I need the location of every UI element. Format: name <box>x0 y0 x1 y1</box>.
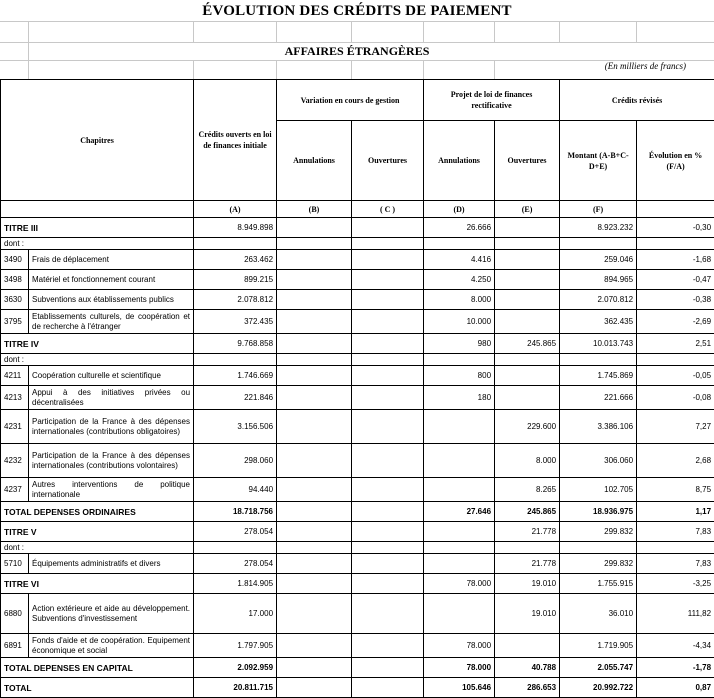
value-d: 27.646 <box>424 502 495 522</box>
empty-cell <box>560 354 637 366</box>
value-d <box>424 554 495 574</box>
chapter-label: Coopération culturelle et scientifique <box>29 366 194 386</box>
value-g: -3,25 <box>637 574 714 594</box>
empty-cell <box>277 238 352 250</box>
value-c <box>352 290 424 310</box>
value-a: 1.797.905 <box>194 634 277 658</box>
value-g: -1,68 <box>637 250 714 270</box>
table-row <box>1 678 714 698</box>
empty-cell <box>560 542 637 554</box>
value-e <box>495 634 560 658</box>
value-d: 8.000 <box>424 290 495 310</box>
letter-e: (E) <box>495 201 560 218</box>
header-chapitres: Chapitres <box>1 80 194 201</box>
value-e: 8.265 <box>495 478 560 502</box>
value-f: 1.755.915 <box>560 574 637 594</box>
value-f: 3.386.106 <box>560 410 637 444</box>
chapter-code: 4213 <box>1 386 29 410</box>
value-a: 278.054 <box>194 522 277 542</box>
value-f: 894.965 <box>560 270 637 290</box>
value-c <box>352 678 424 698</box>
value-b <box>277 386 352 410</box>
value-g: 7,83 <box>637 522 714 542</box>
header-montant: Montant (A-B+C-D+E) <box>560 121 637 201</box>
value-g: 2,51 <box>637 334 714 354</box>
empty-cell <box>424 542 495 554</box>
page-subtitle: AFFAIRES ÉTRANGÈRES <box>0 42 714 60</box>
chapter-label: Participation de la France à des dépenses internationales (contributions volontaires) <box>29 444 194 478</box>
value-e <box>495 366 560 386</box>
value-a: 221.846 <box>194 386 277 410</box>
total-label: TOTAL <box>1 678 194 698</box>
value-c <box>352 522 424 542</box>
value-b <box>277 554 352 574</box>
value-d <box>424 594 495 634</box>
value-a: 2.078.812 <box>194 290 277 310</box>
value-b <box>277 678 352 698</box>
empty-cell <box>560 238 637 250</box>
page-title: ÉVOLUTION DES CRÉDITS DE PAIEMENT <box>0 0 714 22</box>
table-row <box>1 310 714 334</box>
value-d: 980 <box>424 334 495 354</box>
value-g: 111,82 <box>637 594 714 634</box>
empty-cell <box>424 238 495 250</box>
table-row <box>1 250 714 270</box>
value-a: 298.060 <box>194 444 277 478</box>
titre-label: TITRE III <box>1 218 194 238</box>
table-row <box>1 270 714 290</box>
total-label: TOTAL DEPENSES ORDINAIRES <box>1 502 194 522</box>
value-b <box>277 444 352 478</box>
value-a: 1.814.905 <box>194 574 277 594</box>
value-b <box>277 218 352 238</box>
value-b <box>277 310 352 334</box>
dont-label: dont : <box>1 542 194 554</box>
table-row <box>1 410 714 444</box>
value-a: 18.718.756 <box>194 502 277 522</box>
value-c <box>352 478 424 502</box>
value-d: 800 <box>424 366 495 386</box>
value-g: -0,08 <box>637 386 714 410</box>
value-c <box>352 594 424 634</box>
value-a: 3.156.506 <box>194 410 277 444</box>
header-projet: Projet de loi de finances rectificative <box>424 80 560 121</box>
value-e <box>495 290 560 310</box>
value-a: 372.435 <box>194 310 277 334</box>
value-f: 259.046 <box>560 250 637 270</box>
chapter-code: 3795 <box>1 310 29 334</box>
table-row <box>1 238 714 250</box>
header-annulations-d: Annulations <box>424 121 495 201</box>
value-a: 2.092.959 <box>194 658 277 678</box>
empty-cell <box>277 542 352 554</box>
value-f: 1.719.905 <box>560 634 637 658</box>
header-ouvertures-e: Ouvertures <box>495 121 560 201</box>
chapter-code: 6891 <box>1 634 29 658</box>
value-c <box>352 410 424 444</box>
header-variation: Variation en cours de gestion <box>277 80 424 121</box>
table-row <box>1 218 714 238</box>
chapter-label: Action extérieure et aide au développement. Subventions d'investissement <box>29 594 194 634</box>
table-row <box>1 658 714 678</box>
value-d: 4.250 <box>424 270 495 290</box>
header-letters-row <box>1 201 714 218</box>
chapter-label: Autres interventions de politique internationale <box>29 478 194 502</box>
value-f: 299.832 <box>560 554 637 574</box>
value-a: 278.054 <box>194 554 277 574</box>
header-ouvertures-c: Ouvertures <box>352 121 424 201</box>
value-g: 8,75 <box>637 478 714 502</box>
value-b <box>277 334 352 354</box>
value-a: 899.215 <box>194 270 277 290</box>
empty-cell <box>495 238 560 250</box>
table-row <box>1 634 714 658</box>
chapter-label: Équipements administratifs et divers <box>29 554 194 574</box>
chapter-label: Matériel et fonctionnement courant <box>29 270 194 290</box>
chapter-code: 5710 <box>1 554 29 574</box>
header-credits-revises: Crédits révisés <box>560 80 714 121</box>
letter-blank-cell <box>637 201 714 218</box>
value-e <box>495 218 560 238</box>
value-c <box>352 270 424 290</box>
value-f: 221.666 <box>560 386 637 410</box>
value-c <box>352 218 424 238</box>
letter-d: (D) <box>424 201 495 218</box>
value-d: 26.666 <box>424 218 495 238</box>
value-g: 1,17 <box>637 502 714 522</box>
value-d <box>424 522 495 542</box>
value-g: 7,27 <box>637 410 714 444</box>
value-e <box>495 270 560 290</box>
empty-cell <box>194 354 277 366</box>
titre-label: TITRE IV <box>1 334 194 354</box>
value-e <box>495 310 560 334</box>
empty-cell <box>495 354 560 366</box>
letter-b: (B) <box>277 201 352 218</box>
value-g: -4,34 <box>637 634 714 658</box>
chapter-code: 4237 <box>1 478 29 502</box>
value-d: 78.000 <box>424 574 495 594</box>
value-f: 362.435 <box>560 310 637 334</box>
value-c <box>352 658 424 678</box>
dont-label: dont : <box>1 354 194 366</box>
credits-table <box>0 79 714 698</box>
value-b <box>277 250 352 270</box>
table-row <box>1 354 714 366</box>
table-row <box>1 574 714 594</box>
value-c <box>352 334 424 354</box>
value-e: 286.653 <box>495 678 560 698</box>
value-b <box>277 502 352 522</box>
value-g: -0,47 <box>637 270 714 290</box>
value-g: 0,87 <box>637 678 714 698</box>
value-g: 7,83 <box>637 554 714 574</box>
letter-f: (F) <box>560 201 637 218</box>
value-f: 36.010 <box>560 594 637 634</box>
value-g: -0,30 <box>637 218 714 238</box>
unit-note: (En milliers de francs) <box>605 59 686 73</box>
value-c <box>352 366 424 386</box>
value-a: 94.440 <box>194 478 277 502</box>
header-credits-ouverts: Crédits ouverts en loi de finances initiale <box>194 80 277 201</box>
chapter-code: 3490 <box>1 250 29 270</box>
value-d <box>424 478 495 502</box>
value-f: 20.992.722 <box>560 678 637 698</box>
chapter-code: 6880 <box>1 594 29 634</box>
value-b <box>277 290 352 310</box>
value-a: 17.000 <box>194 594 277 634</box>
empty-cell <box>194 238 277 250</box>
value-c <box>352 574 424 594</box>
value-a: 263.462 <box>194 250 277 270</box>
value-d: 4.416 <box>424 250 495 270</box>
value-g: -0,05 <box>637 366 714 386</box>
table-row <box>1 386 714 410</box>
value-g: 2,68 <box>637 444 714 478</box>
empty-cell <box>495 542 560 554</box>
chapter-code: 3498 <box>1 270 29 290</box>
value-b <box>277 410 352 444</box>
chapter-code: 4232 <box>1 444 29 478</box>
value-c <box>352 502 424 522</box>
value-g: -2,69 <box>637 310 714 334</box>
value-a: 9.768.858 <box>194 334 277 354</box>
value-f: 102.705 <box>560 478 637 502</box>
empty-cell <box>637 542 714 554</box>
empty-cell <box>352 354 424 366</box>
empty-cell <box>352 542 424 554</box>
value-d: 78.000 <box>424 658 495 678</box>
value-a: 8.949.898 <box>194 218 277 238</box>
header-annulations-b: Annulations <box>277 121 352 201</box>
titre-label: TITRE V <box>1 522 194 542</box>
value-f: 2.055.747 <box>560 658 637 678</box>
value-e: 21.778 <box>495 522 560 542</box>
value-b <box>277 634 352 658</box>
letters-blank-cell <box>1 201 194 218</box>
titre-label: TITRE VI <box>1 574 194 594</box>
chapter-label: Frais de déplacement <box>29 250 194 270</box>
value-e: 19.010 <box>495 594 560 634</box>
chapter-label: Fonds d'aide et de coopération. Equipement économique et social <box>29 634 194 658</box>
value-e: 229.600 <box>495 410 560 444</box>
value-b <box>277 594 352 634</box>
value-c <box>352 250 424 270</box>
chapter-label: Appui à des initiatives privées ou décentralisées <box>29 386 194 410</box>
value-d: 105.646 <box>424 678 495 698</box>
value-b <box>277 574 352 594</box>
value-d: 78.000 <box>424 634 495 658</box>
value-a: 1.746.669 <box>194 366 277 386</box>
value-f: 1.745.869 <box>560 366 637 386</box>
chapter-code: 3630 <box>1 290 29 310</box>
value-e: 21.778 <box>495 554 560 574</box>
value-d <box>424 444 495 478</box>
value-e: 40.788 <box>495 658 560 678</box>
letter-a: (A) <box>194 201 277 218</box>
value-f: 10.013.743 <box>560 334 637 354</box>
value-e: 245.865 <box>495 502 560 522</box>
table-row <box>1 542 714 554</box>
value-d: 180 <box>424 386 495 410</box>
value-d <box>424 410 495 444</box>
value-f: 2.070.812 <box>560 290 637 310</box>
table-row <box>1 594 714 634</box>
table-row <box>1 444 714 478</box>
table-row <box>1 502 714 522</box>
chapter-code: 4231 <box>1 410 29 444</box>
empty-cell <box>637 354 714 366</box>
letter-c: ( C ) <box>352 201 424 218</box>
chapter-label: Participation de la France à des dépenses internationales (contributions obligatoires) <box>29 410 194 444</box>
value-c <box>352 634 424 658</box>
empty-cell <box>637 238 714 250</box>
value-c <box>352 444 424 478</box>
table-row <box>1 366 714 386</box>
dont-label: dont : <box>1 238 194 250</box>
value-f: 8.923.232 <box>560 218 637 238</box>
value-g: -0,38 <box>637 290 714 310</box>
chapter-label: Subventions aux établissements publics <box>29 290 194 310</box>
value-f: 18.936.975 <box>560 502 637 522</box>
value-d: 10.000 <box>424 310 495 334</box>
table-row <box>1 334 714 354</box>
value-b <box>277 270 352 290</box>
value-b <box>277 658 352 678</box>
value-b <box>277 478 352 502</box>
empty-cell <box>424 354 495 366</box>
value-g: -1,78 <box>637 658 714 678</box>
value-e <box>495 250 560 270</box>
value-c <box>352 554 424 574</box>
value-b <box>277 366 352 386</box>
value-e: 245.865 <box>495 334 560 354</box>
value-a: 20.811.715 <box>194 678 277 698</box>
value-e: 8.000 <box>495 444 560 478</box>
empty-cell <box>352 238 424 250</box>
table-row <box>1 522 714 542</box>
table-row <box>1 554 714 574</box>
value-e: 19.010 <box>495 574 560 594</box>
chapter-code: 4211 <box>1 366 29 386</box>
empty-cell <box>194 542 277 554</box>
header-evolution: Évolution en % (F/A) <box>637 121 714 201</box>
table-row <box>1 290 714 310</box>
header-row-1 <box>1 80 714 121</box>
table-row <box>1 478 714 502</box>
value-c <box>352 310 424 334</box>
chapter-label: Etablissements culturels, de coopération et de recherche à l'étranger <box>29 310 194 334</box>
value-c <box>352 386 424 410</box>
total-label: TOTAL DEPENSES EN CAPITAL <box>1 658 194 678</box>
value-b <box>277 522 352 542</box>
value-f: 306.060 <box>560 444 637 478</box>
value-e <box>495 386 560 410</box>
value-f: 299.832 <box>560 522 637 542</box>
empty-cell <box>277 354 352 366</box>
